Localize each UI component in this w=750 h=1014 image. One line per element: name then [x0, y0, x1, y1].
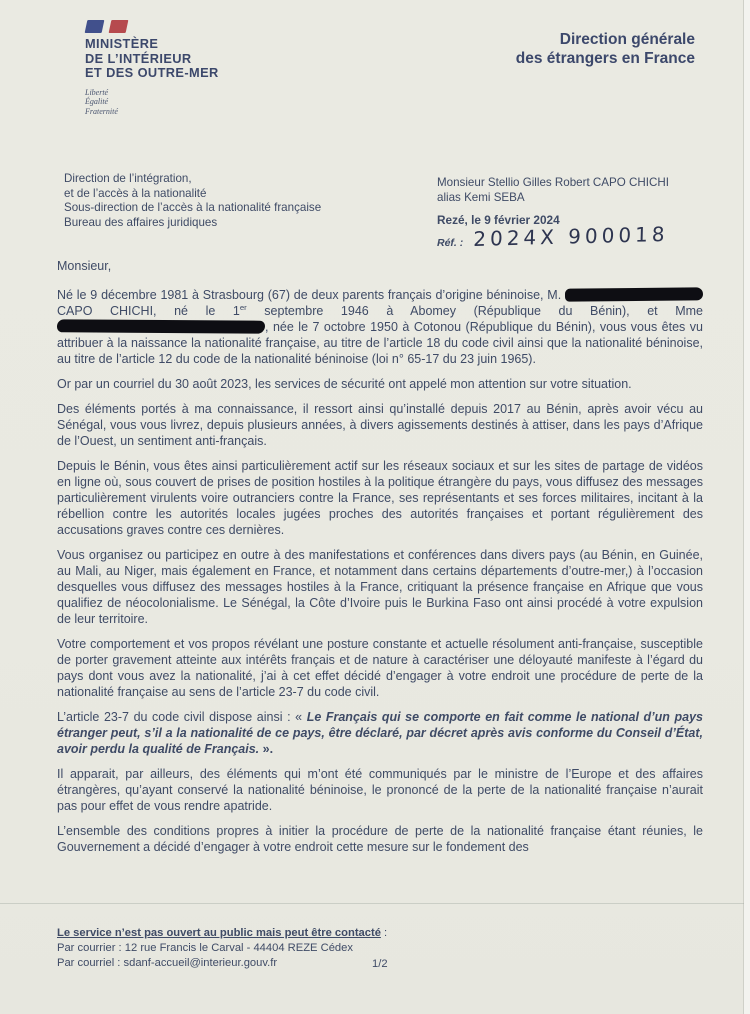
ordinal-superscript: er	[239, 302, 247, 312]
article-intro: L’article 23-7 du code civil dispose ainsi : «	[57, 710, 307, 724]
french-flag-icon	[86, 20, 219, 33]
paragraph-procedure-initiation: Votre comportement et vos propos révélant une posture constante et actuelle résolument anti-française, susceptible de porter gravement atteinte aux intérêts français et de nature à caractériser une déloyauté manifeste à l’égard du pays dont vous avez la nationalité, j’ai à cet effet décidé d’engager à votre endroit une procédure de perte de la nationalité française au sens de l’article 23-7 du code civil.	[57, 637, 703, 699]
motto-egalite: Égalité	[85, 97, 109, 106]
scan-fold-line	[0, 903, 744, 904]
ministry-name	[85, 37, 219, 81]
footer-email-line: Par courriel : sdanf-accueil@interieur.gouv.fr	[57, 957, 278, 970]
paragraph-no-statelessness: Il apparait, par ailleurs, des éléments qui m’ont été communiqués par le ministre de l’Europe et des affaires étrangères, qu’ayant conservé la nationalité béninoise, le prononcé de la perte de la nationalité française n’aurait pas pour effet de vous rendre apatride.	[57, 767, 703, 813]
article-quote: Le Français qui se comporte en fait comme le national d’un pays étranger peut, s’il a la nationalité de ce pays, être déclaré, par décret après avis conforme du Conseil d’État, avoir perdu la qualité de Français.	[57, 710, 703, 756]
page-number: 1/2	[372, 958, 388, 970]
direction-generale-title	[516, 30, 695, 68]
ref-label: Réf. :	[437, 237, 464, 249]
p1-text: septembre 1946 à Abomey (République du Bénin), et Mme	[246, 304, 703, 318]
photo-edge	[743, 0, 750, 1014]
sender-line: Bureau des affaires juridiques	[64, 215, 218, 229]
handwritten-ref-number: 2024X 900018	[473, 221, 670, 251]
motto-liberte: Liberté	[85, 87, 109, 97]
footer-contact-block	[57, 926, 387, 972]
ministry-line1: MINISTÈRE	[85, 36, 159, 51]
paragraph-birth-parents	[57, 287, 703, 367]
footer-heading-colon: :	[380, 927, 388, 939]
paragraph-anti-french-sentiment: Des éléments portés à ma connaissance, il ressort ainsi qu’installé depuis 2017 au Bénin, après avoir vécu au Sénégal, vous vous livrez, depuis plusieurs années, à divers agissements destinés à attiser, dans les pays d’Afrique de l’Ouest, un sentiment anti-français.	[57, 402, 703, 448]
ministry-line2: DE L’INTÉRIEUR	[85, 50, 192, 66]
footer-heading-line	[57, 926, 387, 941]
ministry-motto	[85, 88, 219, 117]
place-and-date: Rezé, le 9 février 2024	[437, 213, 560, 227]
paragraph-government-decision: L’ensemble des conditions propres à initier la procédure de perte de la nationalité française étant réunies, le Gouvernement a décidé d’engager à votre endroit cette mesure sur le fondement des	[57, 824, 703, 854]
dg-line1: Direction générale	[559, 31, 695, 48]
redaction-mark	[565, 287, 703, 301]
paragraph-security-services: Or par un courriel du 30 août 2023, les services de sécurité ont appelé mon attention sur votre situation.	[57, 377, 632, 391]
footer-mail-line: Par courrier : 12 rue Francis le Carval - 44404 REZE Cédex	[57, 942, 353, 955]
recipient-name: Monsieur Stellio Gilles Robert CAPO CHICHI	[437, 176, 669, 189]
salutation: Monsieur,	[57, 259, 112, 273]
recipient-alias: alias Kemi SEBA	[437, 190, 525, 204]
paragraph-social-networks: Depuis le Bénin, vous êtes ainsi particulièrement actif sur les réseaux sociaux et sur les sites de partage de vidéos en ligne où, sous couvert de prises de position hostiles à la politique étrangère du pays, vous diffusez des messages particulièrement virulents voire outranciers contre la France, ses représentants et ses forces militaires, incitant à la rébellion contre les autorités locales jugées proches des autorités françaises et portant régulièrement des accusations graves contre ces dernières.	[57, 459, 703, 537]
ministry-line3: ET DES OUTRE-MER	[85, 65, 219, 80]
recipient-address-block	[437, 176, 669, 205]
redaction-mark	[57, 319, 265, 333]
reference-line	[437, 221, 670, 251]
p1-text: , née le 7 octobre 1950 à Cotonou (République du Bénin), vous vous êtes vu attribuer à la naissance la nationalité française, au titre de l’article 18 du code civil ainsi que la nationalité béninoise, au titre de l’article 12 du code de la nationalité béninoise (loi n° 65-17 du 23 juin 1965).	[57, 320, 703, 366]
sender-line: et de l’accès à la nationalité	[64, 186, 207, 200]
dg-line2: des étrangers en France	[515, 50, 695, 67]
sender-line: Sous-direction de l’accès à la nationalité française	[64, 201, 322, 215]
sender-line: Direction de l’intégration,	[64, 172, 192, 185]
article-quote-end: ».	[259, 742, 274, 756]
motto-fraternite: Fraternité	[85, 106, 118, 116]
ministry-logo-block	[85, 20, 219, 116]
footer-heading: Le service n’est pas ouvert au public mais peut être contacté	[57, 927, 381, 939]
sender-address-block	[64, 172, 321, 230]
paragraph-demonstrations: Vous organisez ou participez en outre à des manifestations et conférences dans divers pays (au Bénin, en Guinée, au Mali, au Niger, mais également en France, et notamment dans certains départements d’outre-mer,) à l’occasion desquelles vous diffusez des messages hostiles à la France, critiquant la présence française en Afrique que vous qualifiez de néocolonialisme. Le Sénégal, la Côte d’Ivoire puis le Burkina Faso ont ainsi procédé à votre expulsion de leur territoire.	[57, 548, 703, 626]
paragraph-article-23-7	[57, 709, 703, 757]
p1-text: CAPO CHICHI, né le 1	[57, 304, 240, 318]
p1-text: Né le 9 décembre 1981 à Strasbourg (67) de deux parents français d’origine béninoise, M.	[57, 288, 565, 302]
letter-body	[57, 258, 703, 864]
